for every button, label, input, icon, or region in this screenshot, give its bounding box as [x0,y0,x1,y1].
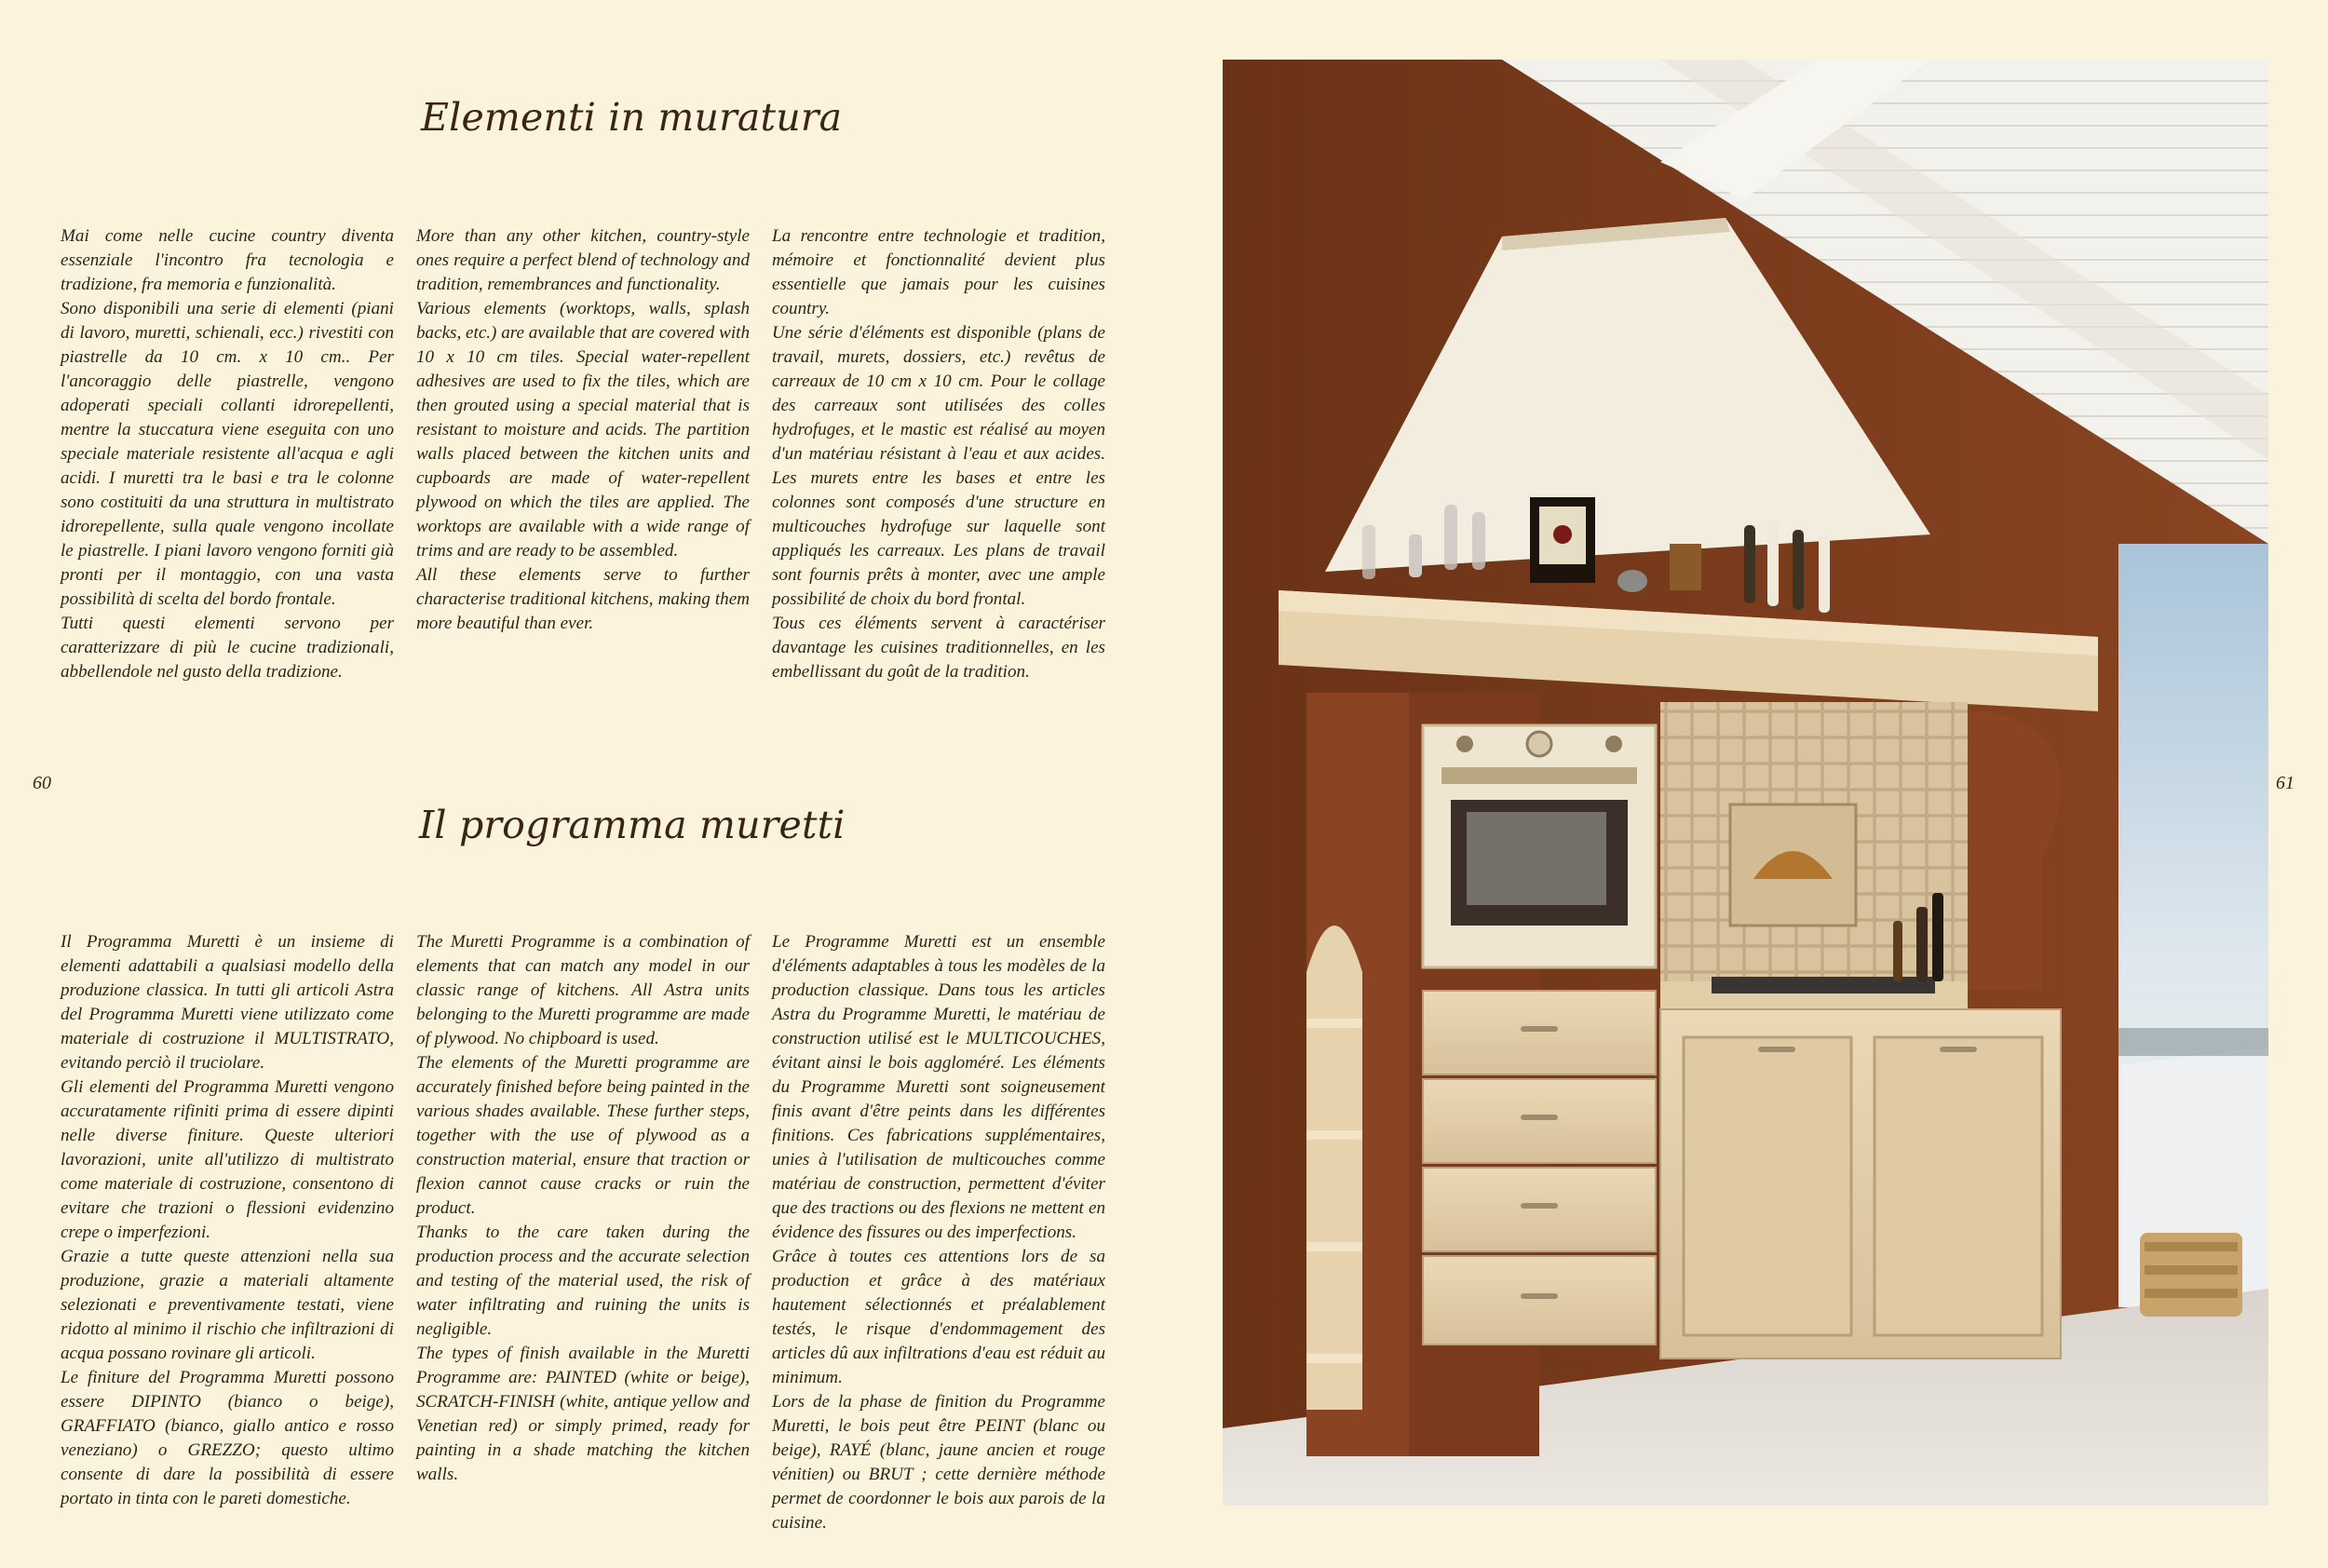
section2-english-column [416,930,750,1487]
section1-title: Elementi in muratura [421,95,843,140]
paragraph: Une série d'éléments est disponible (plans de travail, murets, dossiers, etc.) revêtus de carreaux de 10 cm x 10 cm. Pour le collage des carreaux sont utilisées des colles hydrofuges, et le mastic est réalisé au moyen d'un matériau résistant à l'eau et aux acides. Les murets entre les bases et entre les colonnes sont composés d'une structure en multicouches hydrofuge sur laquelle sont appliqués les carreaux. Les plans de travail sont fournis prêts à monter, avec une ample possibilité de choix du bord frontal. [772,323,1105,609]
paragraph: More than any other kitchen, country-style ones require a perfect blend of technology and tradition, remembrances and functionality. [416,226,750,294]
section2-title: Il programma muretti [419,803,846,847]
paragraph: Le finiture del Programma Muretti possono essere DIPINTO (bianco o beige), GRAFFIATO (bianco, giallo antico e rosso veneziano) o GREZZO; questo ultimo consente di dare la possibilità di essere portato in tinta con le pareti domestiche. [61,1368,394,1508]
paragraph: Mai come nelle cucine country diventa essenziale l'incontro fra tecnologia e tradizione, fra memoria e funzionalità. [61,226,394,294]
section2-italian-column [61,930,394,1511]
paragraph: The types of finish available in the Muretti Programme are: PAINTED (white or beige), SCRATCH-FINISH (white, antique yellow and Venetian red) or simply primed, ready for painting in a shade matching the kitchen walls. [416,1344,750,1484]
section1-italian-column [61,224,394,684]
paragraph: Various elements (worktops, walls, splash backs, etc.) are available that are covered with 10 x 10 cm tiles. Special water-repellent adhesives are used to fix the tiles, which are then grouted using a special material that is resistant to moisture and acids. The partition walls placed between the kitchen units and cupboards are made of water-repellent plywood on which the tiles are applied. The worktops are available with a wide range of trims and are ready to be assembled. [416,299,750,561]
paragraph: Grazie a tutte queste attenzioni nella sua produzione, grazie a materiali altamente selezionati e preventivamente testati, viene ridotto al minimo il rischio che infiltrazioni di acqua possano rovinare gli articoli. [61,1247,394,1363]
paragraph: Il Programma Muretti è un insieme di elementi adattabili a qualsiasi modello della produzione classica. In tutti gli articoli Astra del Programma Muretti viene utilizzato come materiale di costruzione il MULTISTRATO, evitando perciò il truciolare. [61,932,394,1073]
paragraph: The elements of the Muretti programme are accurately finished before being painted in the various shades available. These further steps, together with the use of plywood as a construction material, ensure that traction or flexion cannot cause cracks or ruin the product. [416,1053,750,1218]
section1-french-column [772,224,1105,684]
paragraph: Tous ces éléments servent à caractériser davantage les cuisines traditionnelles, en les embellissant du goût de la tradition. [772,614,1105,682]
paragraph: Gli elementi del Programma Muretti vengono accuratamente rifiniti prima di essere dipinti nelle diverse finiture. Queste ulteriori lavorazioni, unite all'utilizzo di multistrato come materiale di costruzione, consentono di evitare che trazioni o flessioni evidenzino crepe o imperfezioni. [61,1077,394,1242]
paragraph: Grâce à toutes ces attentions lors de sa production et grâce à des matériaux hautement sélectionnés et préalablement testés, le risque d'endommagement des articles dû aux infiltrations d'eau est réduit au minimum. [772,1247,1105,1387]
paragraph: All these elements serve to further characterise traditional kitchens, making them more beautiful than ever. [416,565,750,633]
section1-english-column [416,224,750,636]
paragraph: Tutti questi elementi servono per caratterizzare di più le cucine tradizionali, abbellendole nel gusto della tradizione. [61,614,394,682]
section2-french-column [772,930,1105,1535]
page-number-right: 61 [2276,773,2294,793]
country-kitchen-photo [1223,60,2268,1506]
page-number-left: 60 [33,773,51,793]
paragraph: Le Programme Muretti est un ensemble d'éléments adaptables à tous les modèles de la production classique. Dans tous les articles Astra du Programme Muretti, le matériau de construction utilisé est le MULTICOUCHES, évitant ainsi le bois aggloméré. Les éléments du Programme Muretti sont soigneusement finis avant d'être peints dans les différentes finitions. Ces fabrications supplémentaires, unies à l'utilisation de multicouches comme matériau de construction, permettent d'éviter que des tractions ou des flexions ne mettent en évidence des fissures ou des imperfections. [772,932,1105,1242]
paragraph: La rencontre entre technologie et tradition, mémoire et fonctionnalité devient plus essentielle que jamais pour les cuisines country. [772,226,1105,318]
paragraph: Lors de la phase de finition du Programme Muretti, le bois peut être PEINT (blanc ou beige), RAYÉ (blanc, jaune ancien et rouge vénitien) ou BRUT ; cette dernière méthode permet de coordonner le bois aux parois de la cuisine. [772,1392,1105,1533]
paragraph: Sono disponibili una serie di elementi (piani di lavoro, muretti, schienali, ecc.) rivestiti con piastrelle da 10 cm. x 10 cm.. Per l'ancoraggio delle piastrelle, vengono adoperati speciali collanti idrorepellenti, mentre la stuccatura viene eseguita con uno speciale materiale resistente all'acqua e agli acidi. I muretti tra le basi e tra le colonne sono costituiti da una struttura in multistrato idrorepellente, sulla quale vengono incollate le piastrelle. I piani lavoro vengono forniti già pronti per il montaggio, con una vasta possibilità di scelta del bordo frontale. [61,299,394,609]
paragraph: The Muretti Programme is a combination of elements that can match any model in our classic range of kitchens. All Astra units belonging to the Muretti programme are made of plywood. No chipboard is used. [416,932,750,1048]
paragraph: Thanks to the care taken during the production process and the accurate selection and testing of the material used, the risk of water infiltrating and ruining the units is negligible. [416,1223,750,1339]
